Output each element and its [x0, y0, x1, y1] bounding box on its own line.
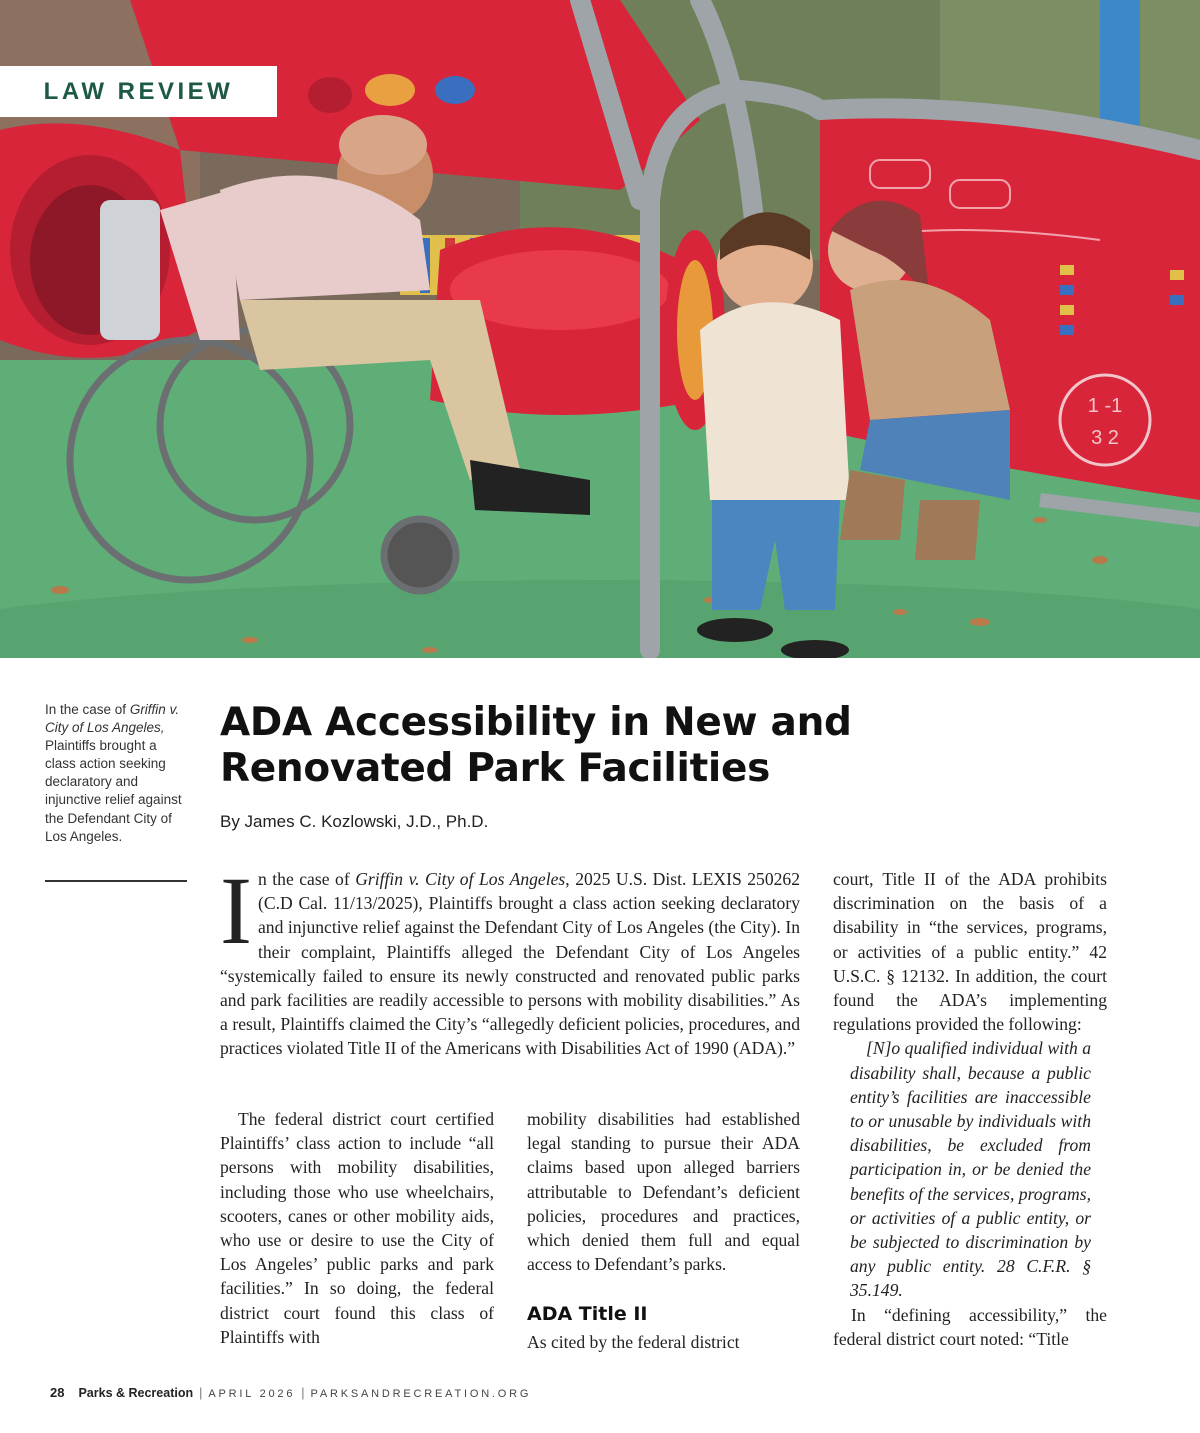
- body-paragraph: court, Title II of the ADA prohibits discrimination on the basis of a disability in “the services, programs, or activities of a public entity.” 42 U.S.C. § 12132. In addition, the court found the ADA’s implementing regulations provided the following:: [833, 869, 1107, 1035]
- website-link[interactable]: PARKSANDRECREATION.ORG: [310, 1388, 532, 1400]
- body-paragraph: As cited by the federal district: [527, 1332, 740, 1353]
- block-quote: [N]o qualified individual with a disability shall, because a public entity’s facilities are inaccessible to or unusable by individuals with disabilities, be excluded from participation in, or be denied the benefits of the services, programs, or activities of a public entity, or be subjected to discrimination by any public entity. 28 C.F.R. § 35.149.: [850, 1038, 1091, 1301]
- wheelchair-bag: [100, 200, 160, 340]
- section-subhead: ADA Title II: [527, 1303, 648, 1326]
- lead-case-name: Griffin v. City of Los Angeles: [355, 869, 566, 889]
- lead-text: , 2025 U.S. Dist. LEXIS 250262 (C.D Cal. 11/13/2025), Plaintiffs brought a class action seeking declaratory and injunctive relief against the Defendant City of Los Angeles (the City). In their complaint, Plaintiffs alleged the Defendant City of Los Angeles “systemically failed to ensure its newly constructed and renovated public parks and park facilities are readily accessible to persons with mobility disabilities.” As a result, Plaintiffs claimed the City’s “allegedly deficient policies, procedures, and practices violated Title II of the Americans with Disabilities Act of 1990 (ADA).”: [220, 869, 801, 1059]
- body-paragraph: mobility disabilities had established legal standing to pursue their ADA claims based upon alleged barriers attributable to Defendant’s deficient policies, procedures and practices, which denied them full and equal access to Defendant’s parks.: [527, 1109, 800, 1275]
- article-title: ADA Accessibility in New and Renovated Park Facilities: [220, 700, 852, 791]
- footer-separator: |: [199, 1386, 203, 1400]
- caption-case-name: Griffin v. City of Los Angeles,: [45, 702, 180, 736]
- footer-separator: |: [301, 1386, 305, 1400]
- photo-caption: [45, 701, 187, 846]
- drop-cap: I: [220, 857, 252, 964]
- section-label-text: LAW REVIEW: [43, 77, 234, 105]
- sign-bottom-numbers: 3 2: [1091, 427, 1119, 449]
- caption-divider: [45, 880, 187, 882]
- caption-prefix: In the case of: [45, 702, 130, 717]
- lead-intro: n the case of: [257, 869, 356, 889]
- article-byline: By James C. Kozlowski, J.D., Ph.D.: [220, 812, 489, 831]
- sign-top-numbers: 1 -1: [1087, 395, 1123, 417]
- body-paragraph: In “defining accessibility,” the federal district court noted: “Title: [833, 1304, 1107, 1349]
- page-number: 28: [50, 1385, 65, 1400]
- lead-paragraph: [220, 857, 801, 1061]
- section-label: [0, 66, 277, 117]
- body-column-left: [220, 1107, 494, 1349]
- hero-photo: [0, 0, 1200, 658]
- body-column-right: [833, 867, 1107, 1351]
- magazine-name: Parks & Recreation: [78, 1386, 194, 1400]
- issue-date: APRIL 2026: [208, 1388, 296, 1400]
- caption-text: Plaintiffs brought a class action seeking declaratory and injunctive relief against the Defendant City of Los Angeles.: [45, 738, 182, 844]
- body-column-middle: [527, 1107, 800, 1355]
- body-paragraph: The federal district court certified Plaintiffs’ class action to include “all persons with mobility disabilities, including those who use wheelchairs, scooters, canes or other mobility aids, who use or desire to use the City of Los Angeles’ public parks and park facilities.” In so doing, the federal district court found this class of Plaintiffs with: [220, 1109, 494, 1347]
- page-footer: [50, 1385, 531, 1400]
